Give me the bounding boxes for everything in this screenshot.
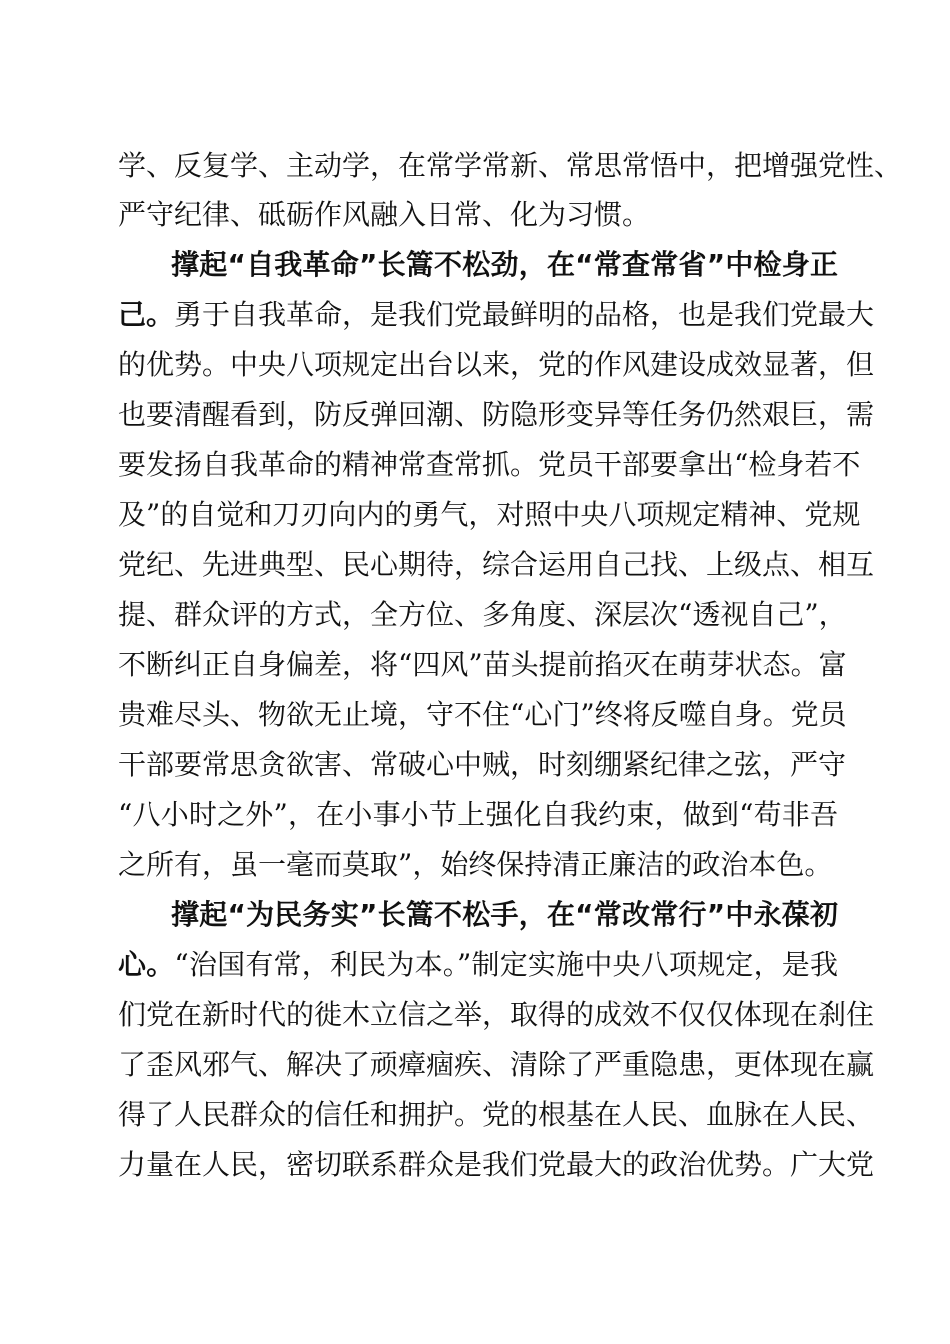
section-heading-end: 己。 [118,298,175,331]
paragraph-text: “治国有常，利民为本。”制定实施中央八项规定，是我 [174,948,838,981]
text-line: 力量在人民，密切联系群众是我们党最大的政治优势。广大党 [118,1148,875,1181]
section-heading: 撑起“为民务实”长篙不松手，在“常改常行”中永葆初 [171,898,838,931]
text-line: 要发扬自我革命的精神常查常抓。党员干部要拿出“检身若不 [118,448,861,481]
text-line: 学、反复学、主动学，在常学常新、常思常悟中，把增强党性、 [118,149,903,182]
section-heading: 撑起“自我革命”长篙不松劲，在“常查常省”中检身正 [171,248,838,281]
text-line [118,940,838,990]
text-line: 们党在新时代的徙木立信之举，取得的成效不仅仅体现在刹住 [118,998,875,1031]
section-heading-end: 心。 [118,948,175,981]
paragraph-text: 勇于自我革命，是我们党最鲜明的品格，也是我们党最大 [174,298,875,331]
text-line: 干部要常思贪欲害、常破心中贼，时刻绷紧纪律之弦，严守 [118,748,847,781]
text-line [118,290,875,340]
text-line: 贵难尽头、物欲无止境，守不住“心门”终将反噬自身。党员 [118,698,847,731]
text-line: 的优势。中央八项规定出台以来，党的作风建设成效显著，但 [118,348,875,381]
text-line: 不断纠正自身偏差，将“四风”苗头提前掐灭在萌芽状态。富 [118,648,847,681]
text-line: 严守纪律、砥砺作风融入日常、化为习惯。 [118,198,651,231]
text-line: 也要清醒看到，防反弹回潮、防隐形变异等任务仍然艰巨，需 [118,398,875,431]
text-line: 了歪风邪气、解决了顽瘴痼疾、清除了严重隐患，更体现在赢 [118,1048,875,1081]
text-line: “八小时之外”，在小事小节上强化自我约束，做到“苟非吾 [118,798,838,831]
text-line: 及”的自觉和刀刃向内的勇气，对照中央八项规定精神、党规 [118,498,861,531]
text-line: 得了人民群众的信任和拥护。党的根基在人民、血脉在人民、 [118,1098,875,1131]
text-line: 提、群众评的方式，全方位、多角度、深层次“透视自己”， [118,598,847,631]
text-line: 党纪、先进典型、民心期待，综合运用自己找、上级点、相互 [118,548,875,581]
text-line: 之所有，虽一毫而莫取”，始终保持清正廉洁的政治本色。 [118,848,833,881]
